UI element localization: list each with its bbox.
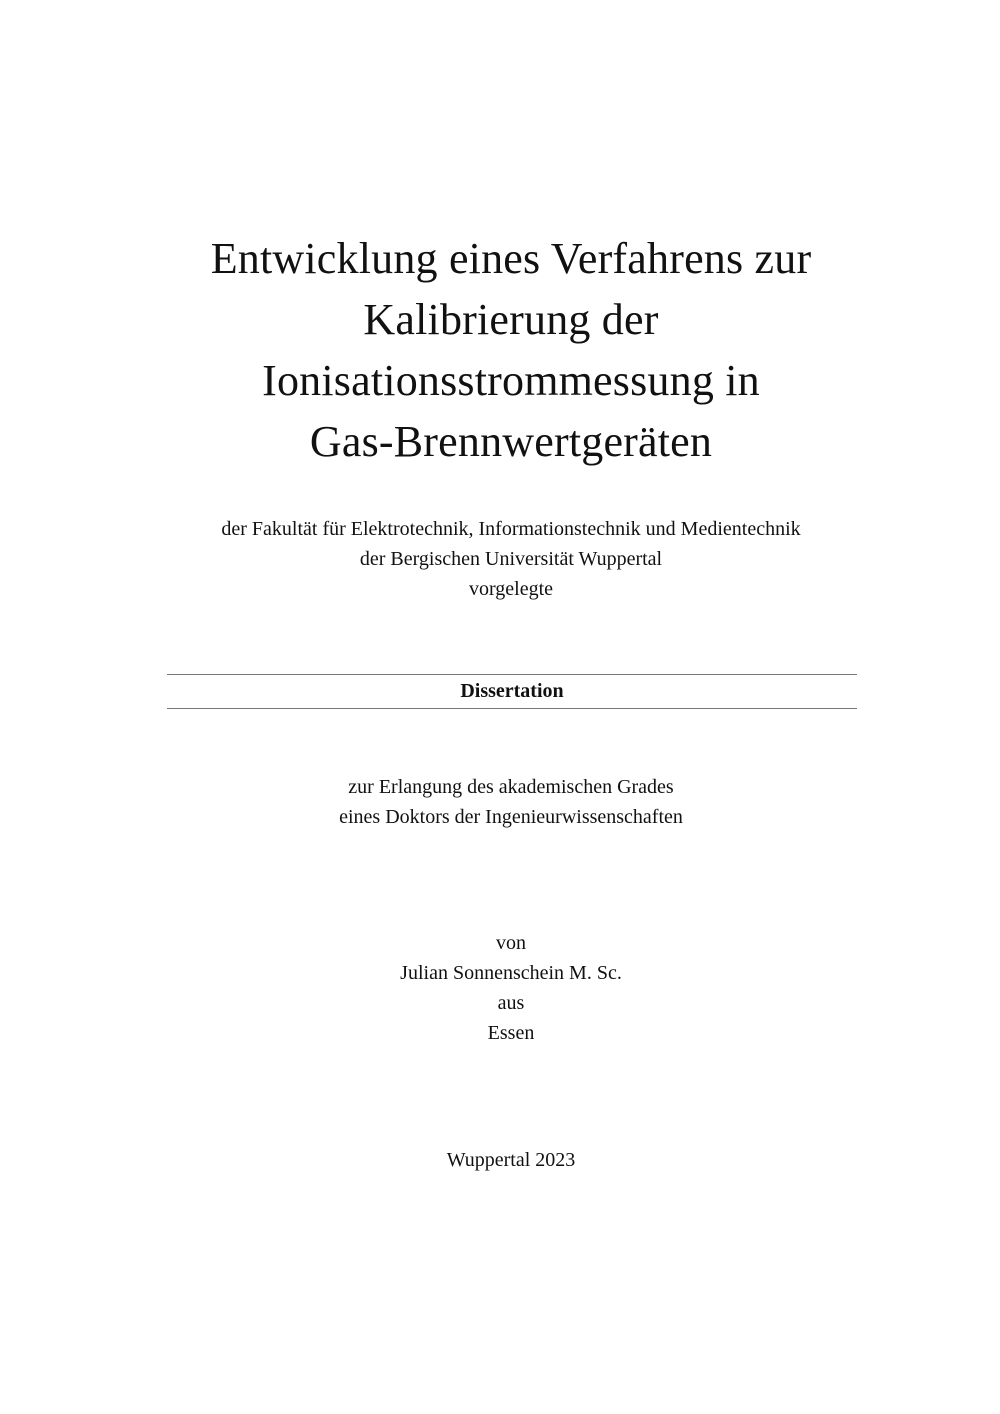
author-block [100,928,922,1048]
bottom-rule-divider [167,708,857,709]
author-name: Julian Sonnenschein M. Sc. [400,962,622,984]
degree-purpose [100,772,922,832]
submitted-line: vorgelegte [468,578,554,600]
thesis-title [100,228,922,472]
university-line: der Bergischen Universität Wuppertal [359,548,663,570]
place-and-date: Wuppertal 2023 [446,1149,576,1171]
author-prefix: von [496,932,526,954]
top-rule-divider [167,674,857,675]
origin-prefix: aus [497,992,525,1014]
title-line: Entwicklung eines Verfahrens zur [210,234,812,283]
author-origin: Essen [487,1022,535,1044]
title-line: Gas-Brennwertgeräten [309,417,713,466]
document-type: Dissertation [460,680,564,702]
purpose-line: eines Doktors der Ingenieurwissenschaften [339,806,683,828]
faculty-statement [100,514,922,604]
purpose-line: zur Erlangung des akademischen Grades [348,776,674,798]
title-line: Ionisationsstrommessung in [262,356,760,405]
title-line: Kalibrierung der [363,295,659,344]
faculty-line: der Fakultät für Elektrotechnik, Informationstechnik und Medientechnik [221,518,801,540]
